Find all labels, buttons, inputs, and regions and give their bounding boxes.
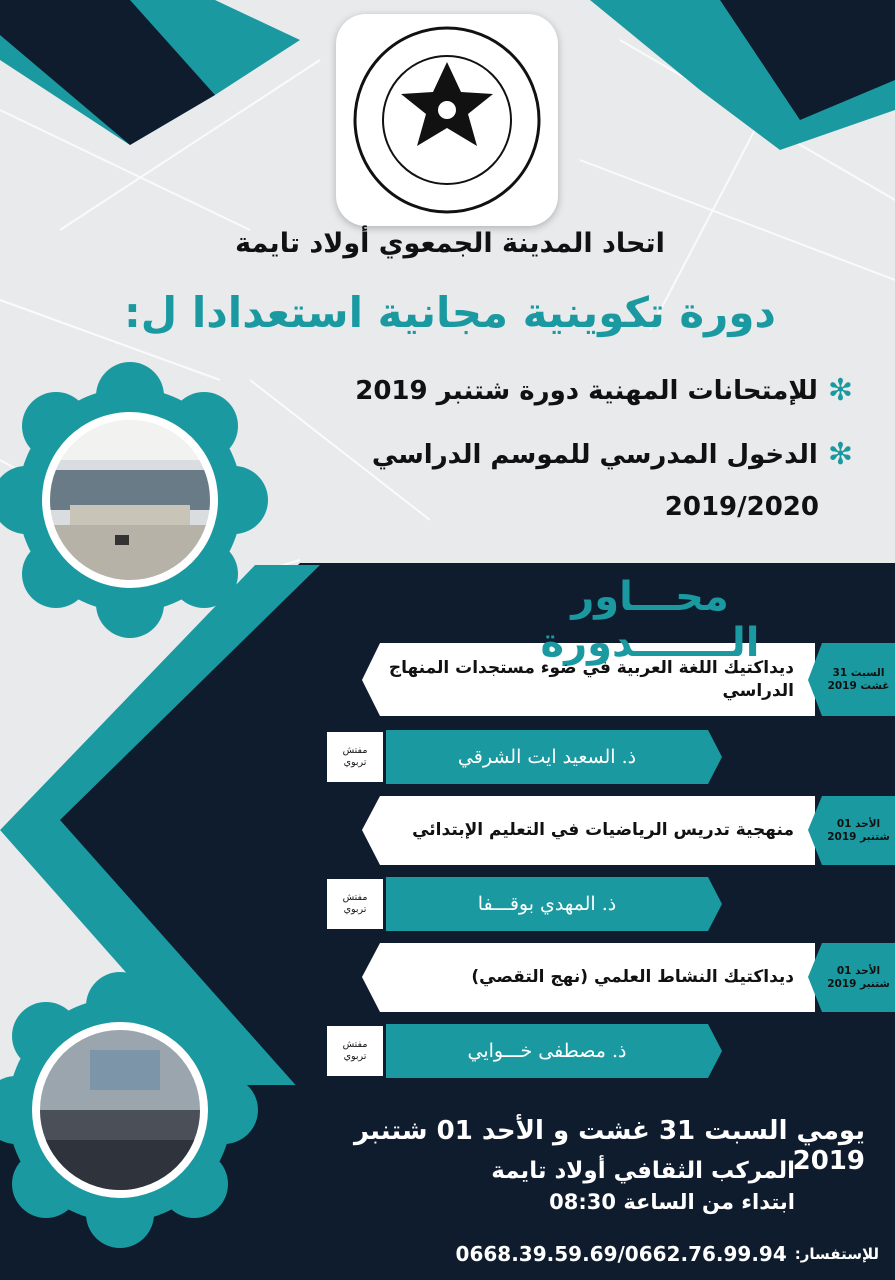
session-topic-2: منهجية تدريس الرياضيات في التعليم الإبتدائي bbox=[412, 820, 794, 841]
session-topic-1: ديداكتيك اللغة العربية في ضوء مستجدات المنهاج الدراسي bbox=[388, 658, 794, 701]
date-day: الأحد 01 bbox=[836, 965, 881, 978]
date-day: الأحد 01 bbox=[836, 818, 881, 831]
goal-text: الدخول المدرسي للموسم الدراسي bbox=[371, 440, 818, 470]
session-date-3 bbox=[822, 943, 895, 1012]
goal-year: 2019/2020 bbox=[664, 492, 819, 522]
event-venue: المركب الثقافي أولاد تايمة bbox=[491, 1158, 795, 1184]
photo-frame-top bbox=[0, 362, 268, 638]
role-line: تربوي bbox=[343, 1051, 367, 1062]
role-line: تربوي bbox=[343, 904, 367, 915]
event-days: يومي السبت 31 غشت و الأحد 01 شتنبر 2019 bbox=[354, 1116, 865, 1176]
session-trainer-3: ذ. مصطفى خـــوايي bbox=[467, 1040, 627, 1062]
session-trainer-2: ذ. المهدي بوقـــفا bbox=[477, 893, 617, 915]
asterisk-bullet-icon: ✻ bbox=[827, 437, 853, 472]
date-month: شتنبر 2019 bbox=[827, 830, 890, 843]
hands-star-emblem-icon bbox=[336, 14, 558, 226]
session-date-2 bbox=[822, 796, 895, 865]
goal-professional-exams bbox=[293, 373, 853, 408]
session-topic-3: ديداكتيك النشاط العلمي (نهج التقصي) bbox=[471, 967, 794, 988]
role-line: مفتش bbox=[342, 891, 368, 903]
contact-line bbox=[19, 1242, 879, 1266]
session-date-1 bbox=[822, 643, 895, 716]
course-title: دورة تكوينية مجانية استعدادا ل: bbox=[123, 288, 776, 337]
event-time: ابتداء من الساعة 08:30 bbox=[549, 1190, 795, 1214]
photo-frame-bottom bbox=[0, 972, 258, 1248]
trainer-role-2 bbox=[327, 879, 383, 929]
axes-title: محـــاور الـــــــدورة bbox=[540, 574, 760, 666]
session-trainer-1: ذ. السعيد ايت الشرقي bbox=[457, 746, 637, 768]
trainer-role-1 bbox=[327, 732, 383, 782]
asterisk-bullet-icon: ✻ bbox=[827, 373, 853, 408]
date-month: غشت 2019 bbox=[827, 679, 890, 692]
contact-numbers: 0668.39.59.69/0662.76.99.94 bbox=[455, 1242, 787, 1266]
role-line: مفتش bbox=[342, 744, 368, 756]
goal-school-entry bbox=[293, 437, 853, 472]
contact-label: للإستفسار: bbox=[794, 1245, 879, 1263]
trainer-role-3 bbox=[327, 1026, 383, 1076]
date-month: شتنبر 2019 bbox=[827, 977, 890, 990]
role-line: مفتش bbox=[342, 1038, 368, 1050]
date-day: السبت 31 bbox=[832, 667, 885, 680]
goal-text: للإمتحانات المهنية دورة شتنبر 2019 bbox=[355, 376, 818, 406]
organization-name: اتحاد المدينة الجمعوي أولاد تايمة bbox=[235, 228, 665, 259]
logo bbox=[336, 14, 558, 226]
role-line: تربوي bbox=[343, 757, 367, 768]
